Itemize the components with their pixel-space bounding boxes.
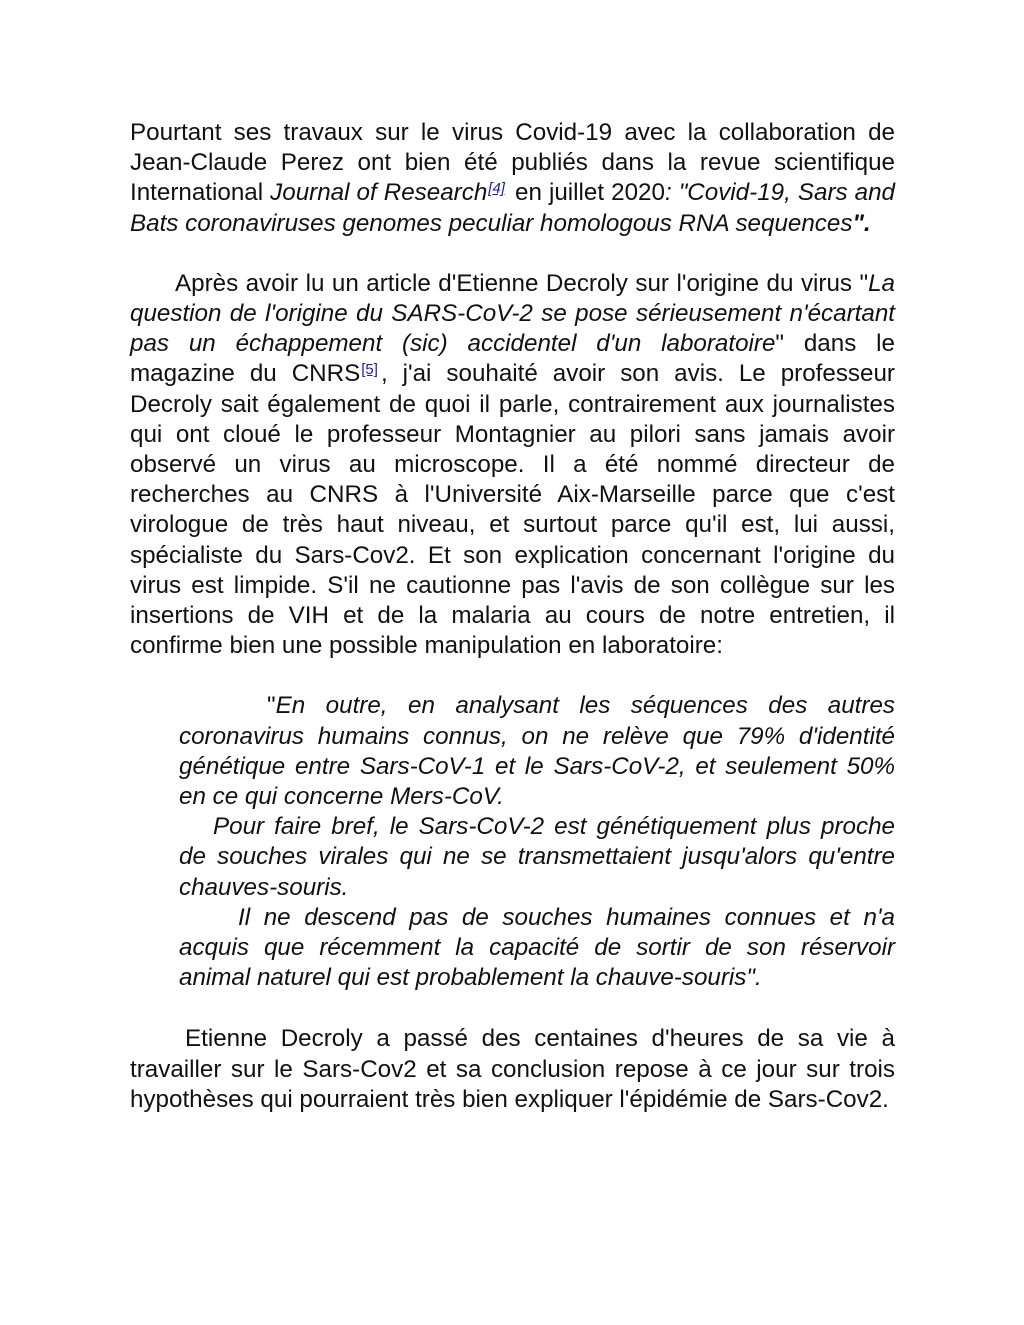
paragraph-text: en juillet 2020: [507, 179, 665, 207]
quote-paragraph-1: [179, 691, 895, 812]
footnote-ref-5[interactable]: [5]: [361, 361, 378, 379]
quote-text: En outre, en analysant les séquences des autres coronavirus humains connus, on ne relève que 79% d'identité génétique entre Sars-CoV-1 et le Sars-CoV-2, et seulement 50% en ce qui concerne Mers-CoV.: [179, 692, 895, 811]
article-quote: La question de l'origine du SARS-CoV-2 se pose sérieusement n'écartant pas un échappement (sic) accidentel d'un laboratoire: [130, 269, 895, 358]
quote-paragraph-2: Pour faire bref, le Sars-CoV-2 est génétiquement plus proche de souches virales qui ne se transmettaient jusqu'alors qu'entre chauves-souris.: [179, 813, 895, 901]
closing-quote: ".: [852, 209, 871, 237]
footnote-ref-4[interactable]: [4]: [488, 180, 505, 198]
open-quote: ": [267, 692, 276, 720]
quote-paragraph-3: Il ne descend pas de souches humaines connues et n'a acquis que récemment la capacité de sortir de son réservoir animal naturel qui est probablement la chauve-souris".: [179, 903, 895, 992]
paragraph-text: , j'ai souhaité avoir son avis. Le professeur Decroly sait également de quoi il parle, contrairement aux journalistes qui ont cloué le professeur Montagnier au pilori sans jamais avoir observé un virus au microscope. Il a été nommé directeur de recherches au CNRS à l'Université Aix-Marseille parce que c'est virologue de très haut niveau, et surtout parce qu'il est, lui aussi, spécialiste du Sars-Cov2. Et son explication concernant l'origine du virus est limpide. S'il ne cautionne pas l'avis de son collègue sur les insertions de VIH et de la malaria au cours de notre entretien, il confirme bien une possible manipulation en laboratoire:: [130, 360, 895, 660]
blockquote: [179, 691, 895, 993]
paragraph-publication: [130, 118, 895, 239]
article-title: "Covid-19, Sars and Bats coronaviruses genomes peculiar homologous RNA sequences: [130, 179, 895, 237]
paragraph-hypotheses: Etienne Decroly a passé des centaines d'heures de sa vie à travailler sur le Sars-Cov2 et sa conclusion repose à ce jour sur trois hypothèses qui pourraient très bien expliquer l'épidémie de Sars-Cov2.: [130, 1025, 895, 1113]
colon: :: [664, 179, 672, 207]
paragraph-text: " dans le magazine du CNRS: [130, 330, 895, 388]
paragraph-text: Après avoir lu un article d'Etienne Decroly sur l'origine du virus ": [175, 269, 869, 297]
journal-name: Journal of Research: [270, 179, 488, 207]
document-page: [130, 118, 895, 1115]
paragraph-decroly-article: [130, 269, 895, 662]
paragraph-text: Pourtant ses travaux sur le virus Covid-19 avec la collaboration de Jean-Claude Perez ont bien été publiés dans la revue scientifique International: [130, 119, 895, 207]
